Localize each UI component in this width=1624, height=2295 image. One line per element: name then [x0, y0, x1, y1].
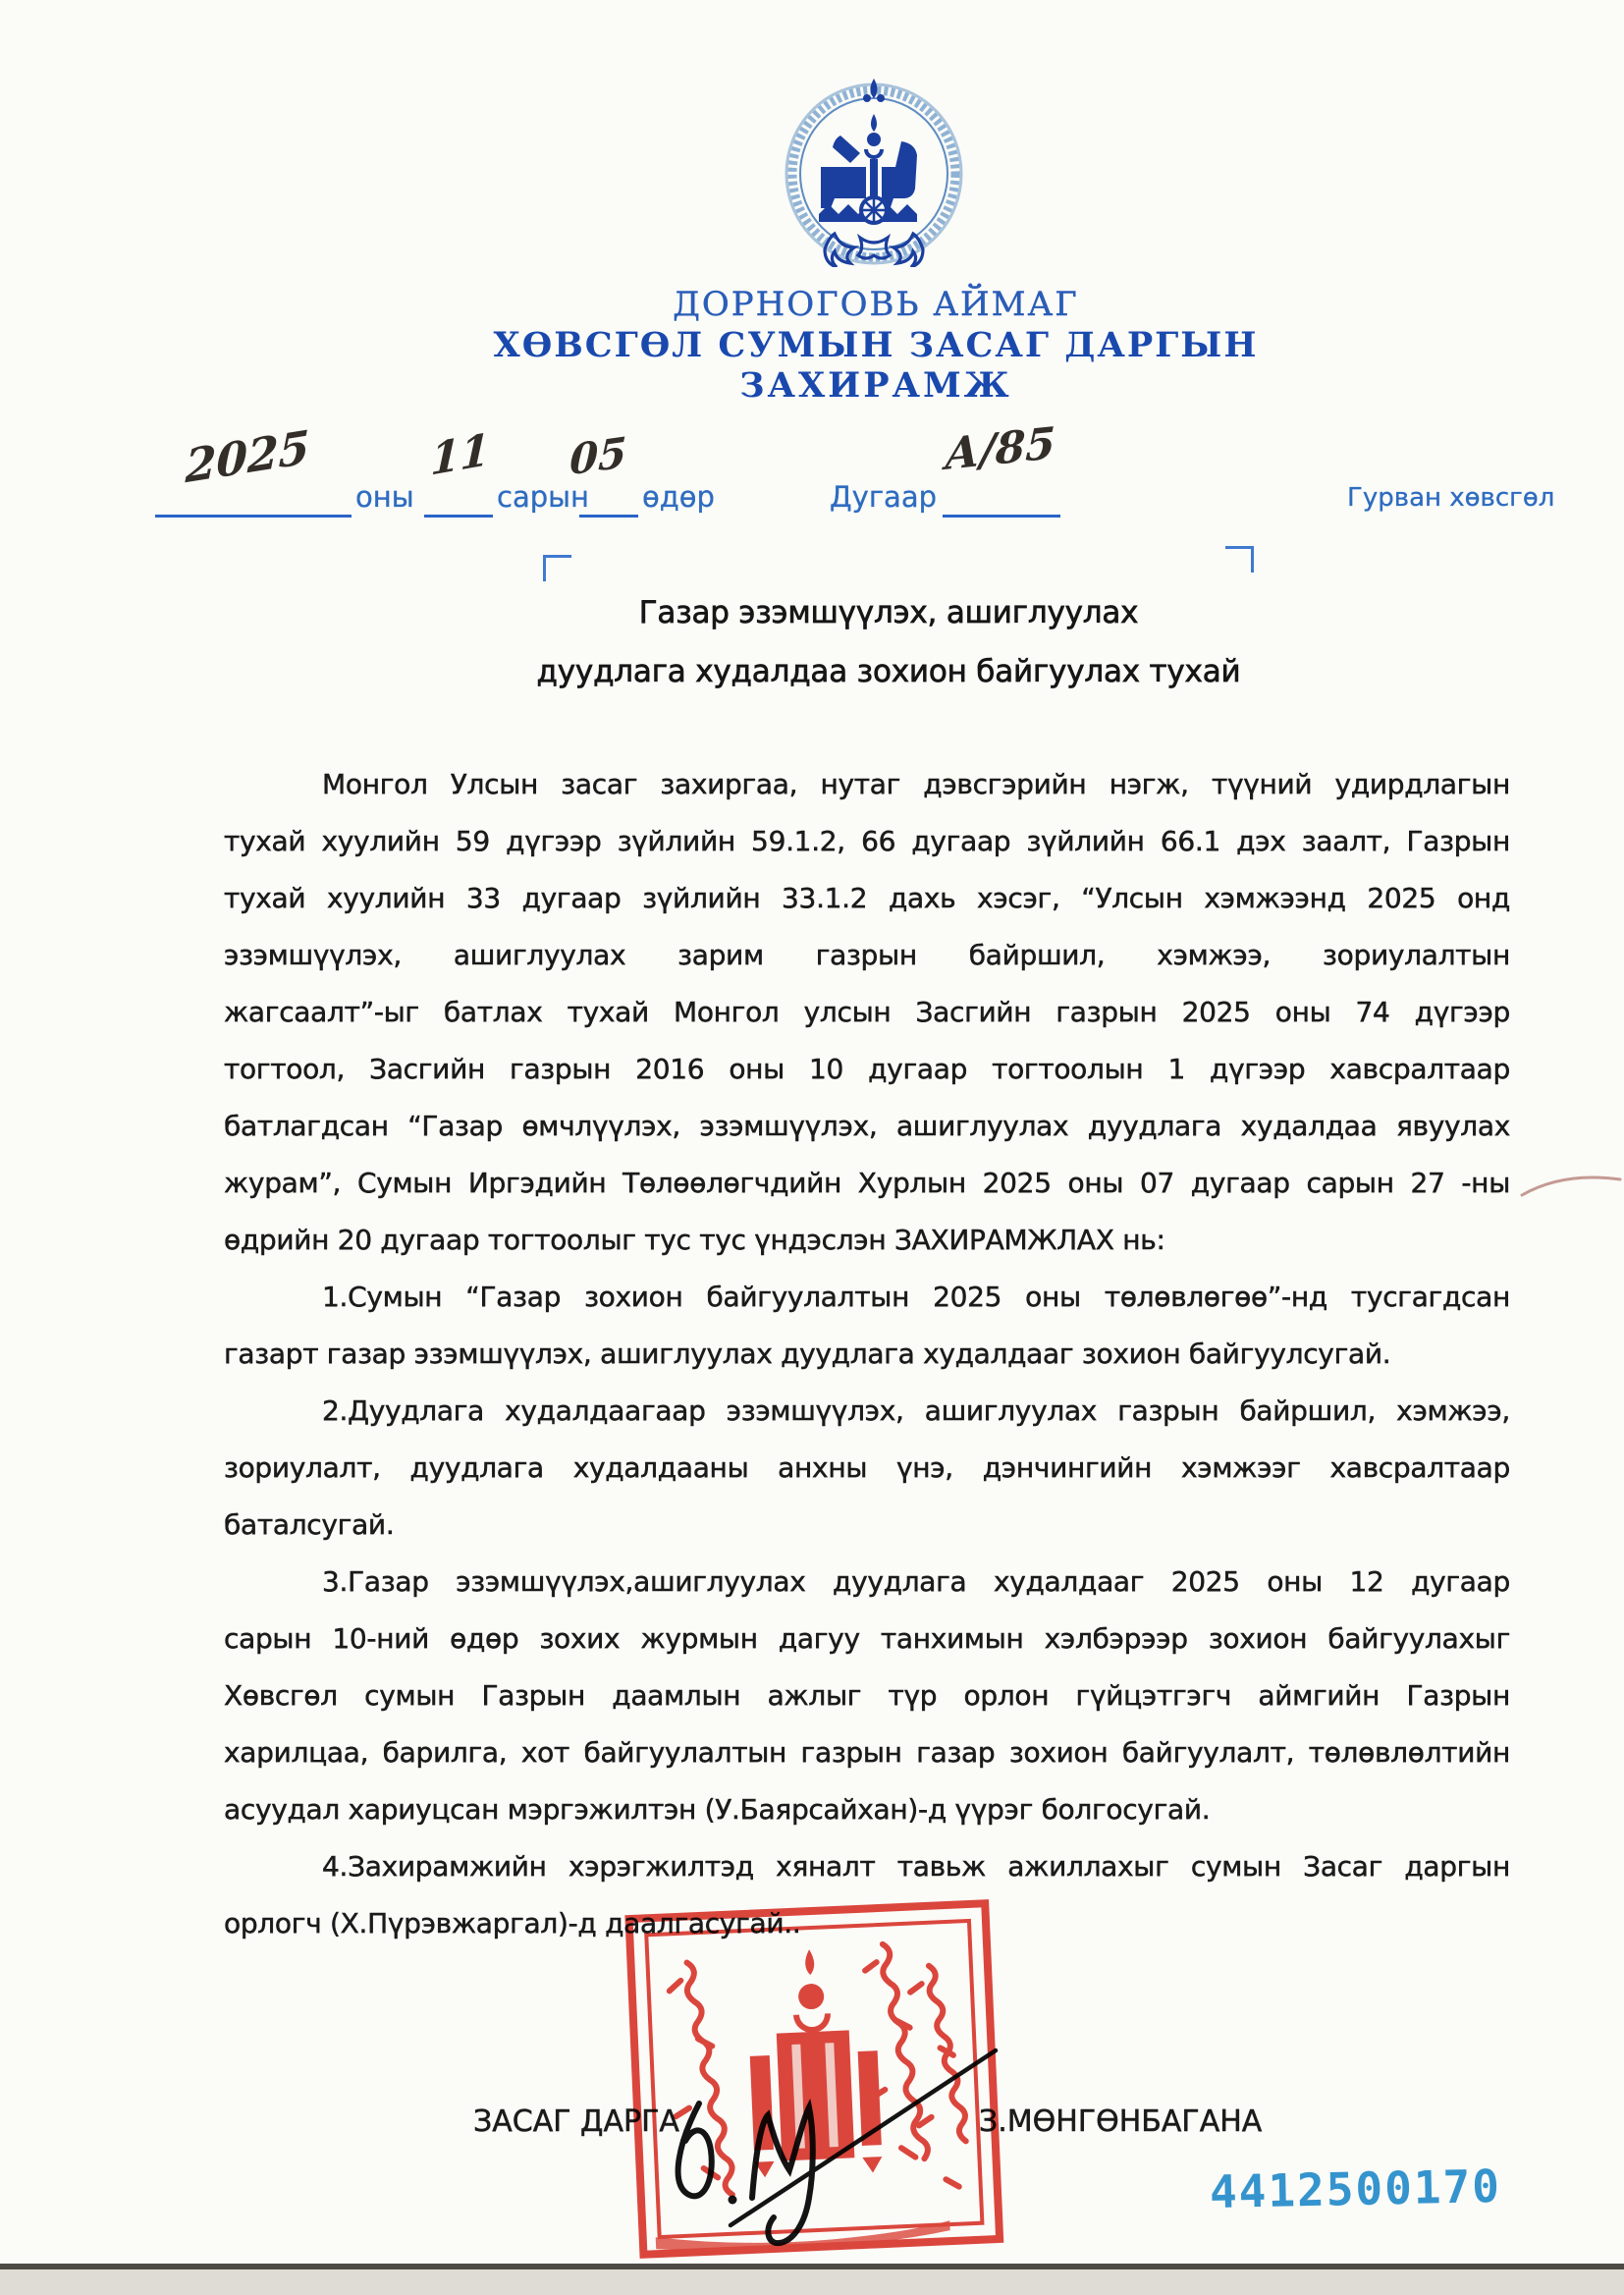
body-line: тухай хуулийн 59 дүгээр зүйлийн 59.1.2, 66 дугаар зүйлийн 66.1 дэх заалт, Газрын [224, 825, 1510, 857]
body-line: тухай хуулийн 33 дугаар зүйлийн 33.1.2 дахь хэсэг, “Улсын хэмжээнд 2025 онд [224, 882, 1510, 914]
letterhead-org: ХӨВСГӨЛ СУМЫН ЗАСАГ ДАРГЫН [493, 325, 1259, 365]
year-label: оны [355, 480, 414, 514]
month-handwritten: 11 [429, 424, 491, 486]
month-underline [424, 515, 493, 518]
title-bracket-right [1225, 546, 1254, 573]
body-line: 4.Захирамжийн хэрэгжилтэд хяналт тавьж ажиллахыг сумын Засаг даргын [322, 1850, 1510, 1883]
body-line: зориулалт, дуудлага худалдааны анхны үнэ, дэнчингийн хэмжээг хавсралтаар [224, 1451, 1510, 1484]
signatory-name: З.МӨНГӨНБАГАНА [979, 2104, 1263, 2139]
day-underline [579, 515, 638, 518]
number-label: Дугаар [830, 480, 938, 514]
stray-pen-mark [1517, 1154, 1624, 1213]
scan-edge-area [0, 2269, 1624, 2295]
registration-number: 4412500170 [1209, 2158, 1502, 2219]
body-line: харилцаа, барилга, хот байгуулалтын газрын газар зохион байгуулалт, төлөвлөлтийн [224, 1736, 1510, 1769]
month-label: сарын [497, 480, 589, 514]
body-line: Хөвсгөл сумын Газрын даамлын ажлыг түр орлон гүйцэтгэгч аймгийн Газрын [224, 1679, 1510, 1712]
body-line: өдрийн 20 дугаар тогтоолыг тус тус үндэслэн ЗАХИРАМЖЛАХ нь: [224, 1224, 1165, 1256]
body-line: Монгол Улсын засаг захиргаа, нутаг дэвсгэрийн нэгж, түүний удирдлагын [322, 768, 1510, 800]
body-line: батлагдсан “Газар өмчлүүлэх, эзэмшүүлэх, ашиглуулах дуудлага худалдаа явуулах [224, 1110, 1510, 1142]
year-underline [155, 515, 352, 518]
body-line: журам”, Сумын Иргэдийн Төлөөлөгчдийн Хурлын 2025 оны 07 дугаар сарын 27 -ны [224, 1167, 1510, 1199]
body-line: жагсаалт”-ыг батлах тухай Монгол улсын Засгийн газрын 2025 оны 74 дүгээр [224, 996, 1510, 1028]
document-title-line1: Газар эзэмшүүлэх, ашиглуулах [638, 595, 1139, 630]
body-line: асуудал хариуцсан мэргэжилтэн (У.Баярсайхан)-д үүрэг болгосугай. [224, 1793, 1211, 1826]
body-line: орлогч (Х.Пүрэвжаргал)-д даалгасугай.. [224, 1907, 801, 1940]
number-handwritten: А/85 [944, 417, 1056, 481]
body-line: эзэмшүүлэх, ашиглуулах зарим газрын байршил, хэмжээ, зориулалтын [224, 939, 1510, 971]
body-line: сарын 10-ний өдөр зохих журмын дагуу танхимын хэлбэрээр зохион байгуулахыг [224, 1622, 1510, 1655]
body-line: 3.Газар эзэмшүүлэх,ашиглуулах дуудлага худалдааг 2025 оны 12 дугаар [322, 1565, 1510, 1598]
body-text [224, 756, 1510, 1952]
copies-note: Гурван хөвсгөл [1347, 483, 1555, 513]
signature-ink [628, 2013, 1051, 2268]
day-label: өдөр [642, 480, 715, 514]
title-bracket-left [543, 555, 571, 581]
signatory-role: ЗАСАГ ДАРГА [473, 2104, 679, 2139]
year-handwritten: 2025 [185, 419, 310, 494]
mongolia-emblem-icon [784, 77, 964, 267]
number-underline [943, 515, 1060, 518]
letterhead-doc-type: ЗАХИРАМЖ [739, 365, 1012, 406]
body-line: газарт газар эзэмшүүлэх, ашиглуулах дуудлага худалдааг зохион байгуулсугай. [224, 1338, 1391, 1370]
body-line: 2.Дуудлага худалдаагаар эзэмшүүлэх, ашиглуулах газрын байршил, хэмжээ, [322, 1394, 1510, 1427]
document-title-line2: дуудлага худалдаа зохион байгуулах тухай [536, 654, 1241, 689]
day-handwritten: 05 [568, 427, 628, 485]
body-line: баталсугай. [224, 1508, 395, 1541]
body-line: тогтоол, Засгийн газрын 2016 оны 10 дугаар тогтоолын 1 дүгээр хавсралтаар [224, 1053, 1510, 1085]
letterhead-aimag: ДОРНОГОВЬ АЙМАГ [673, 285, 1079, 324]
body-line: 1.Сумын “Газар зохион байгуулалтын 2025 оны төлөвлөгөө”-нд тусгагдсан [322, 1281, 1510, 1313]
